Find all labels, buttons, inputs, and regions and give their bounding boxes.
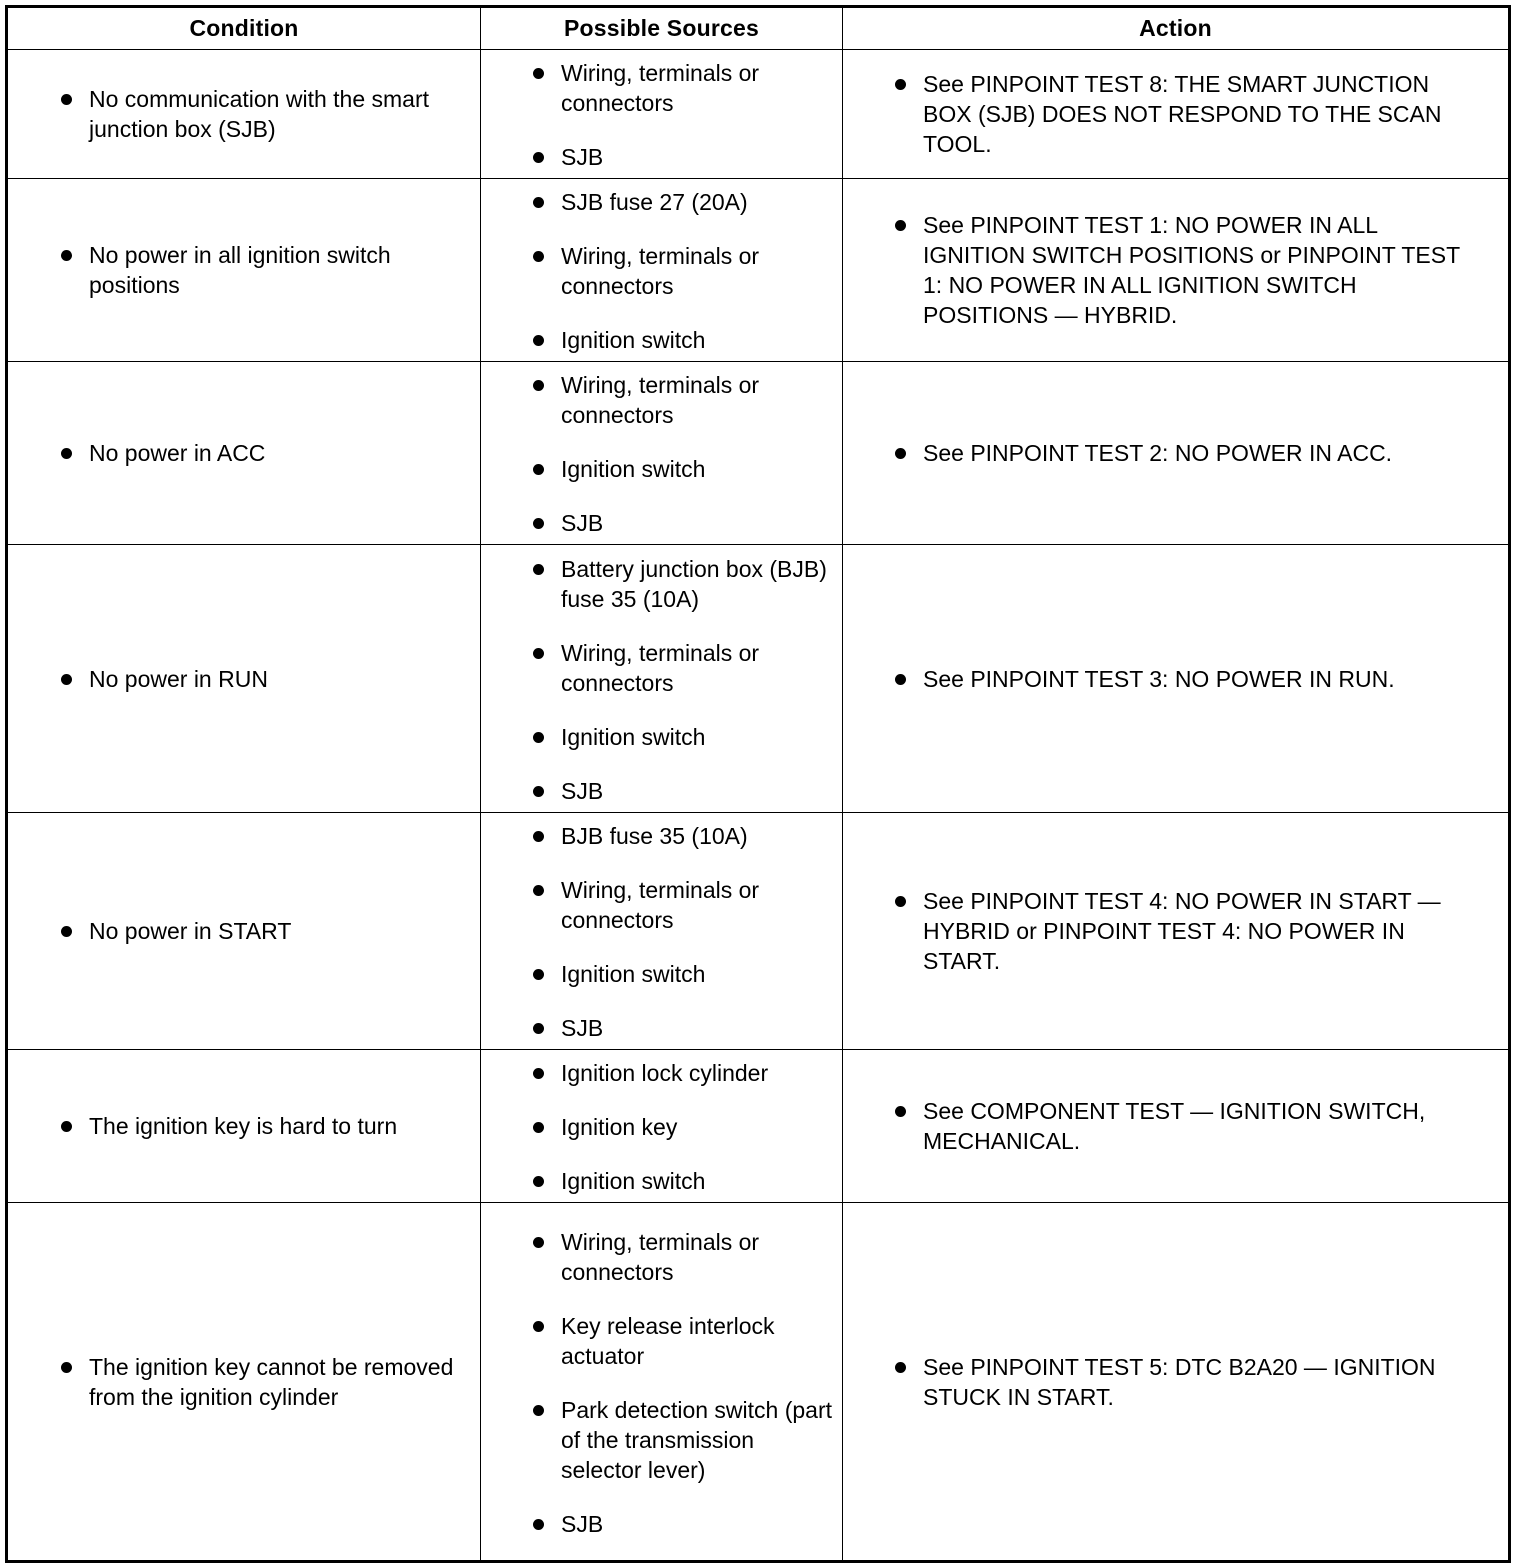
source-item: SJB bbox=[561, 142, 832, 172]
source-item: SJB bbox=[561, 776, 832, 806]
condition-text: No power in START bbox=[89, 916, 460, 946]
sources-cell bbox=[481, 545, 843, 813]
table-row bbox=[7, 179, 1510, 362]
condition-cell bbox=[7, 179, 481, 362]
source-item: SJB fuse 27 (20A) bbox=[561, 187, 832, 217]
source-item: Ignition switch bbox=[561, 722, 832, 752]
source-item: Ignition lock cylinder bbox=[561, 1058, 832, 1088]
header-row bbox=[7, 7, 1510, 50]
action-cell bbox=[843, 813, 1510, 1050]
condition-text: The ignition key is hard to turn bbox=[89, 1111, 460, 1141]
table-row bbox=[7, 545, 1510, 813]
action-cell bbox=[843, 545, 1510, 813]
sources-cell bbox=[481, 50, 843, 179]
source-item: Wiring, terminals or connectors bbox=[561, 638, 832, 698]
action-text: See COMPONENT TEST — IGNITION SWITCH, MECHANICAL. bbox=[923, 1096, 1478, 1156]
sources-cell bbox=[481, 813, 843, 1050]
source-item: Wiring, terminals or connectors bbox=[561, 241, 832, 301]
action-cell bbox=[843, 1050, 1510, 1203]
source-item: Park detection switch (part of the transmission selector lever) bbox=[561, 1396, 833, 1483]
condition-cell bbox=[7, 813, 481, 1050]
source-item: Ignition key bbox=[561, 1112, 832, 1142]
table-row bbox=[7, 1050, 1510, 1203]
condition-text: No communication with the smart junction box (SJB) bbox=[89, 84, 460, 144]
source-item: SJB bbox=[561, 1509, 832, 1539]
table-row bbox=[7, 813, 1510, 1050]
condition-text: No power in ACC bbox=[89, 438, 460, 468]
action-cell bbox=[843, 179, 1510, 362]
condition-cell bbox=[7, 362, 481, 545]
condition-text: No power in RUN bbox=[89, 664, 460, 694]
source-item: Battery junction box (BJB) fuse 35 (10A) bbox=[561, 554, 832, 614]
condition-cell bbox=[7, 50, 481, 179]
condition-cell bbox=[7, 1203, 481, 1562]
source-item: BJB fuse 35 (10A) bbox=[561, 821, 832, 851]
source-item: SJB bbox=[561, 1013, 832, 1043]
action-cell bbox=[843, 1203, 1510, 1562]
condition-cell bbox=[7, 545, 481, 813]
source-item: Ignition switch bbox=[561, 454, 832, 484]
condition-cell bbox=[7, 1050, 481, 1203]
source-item: SJB bbox=[561, 508, 832, 538]
sources-cell bbox=[481, 179, 843, 362]
source-item: Ignition switch bbox=[561, 325, 832, 355]
source-item: Ignition switch bbox=[561, 1166, 832, 1196]
action-text: See PINPOINT TEST 5: DTC B2A20 — IGNITION STUCK IN START. bbox=[923, 1352, 1478, 1412]
table-row bbox=[7, 1203, 1510, 1562]
table-row bbox=[7, 362, 1510, 545]
action-cell bbox=[843, 50, 1510, 179]
header-condition: Condition bbox=[7, 7, 481, 50]
source-item: Ignition switch bbox=[561, 959, 832, 989]
sources-cell bbox=[481, 1050, 843, 1203]
action-text: See PINPOINT TEST 1: NO POWER IN ALL IGNITION SWITCH POSITIONS or PINPOINT TEST 1: NO POWER IN ALL IGNITION SWITCH POSITIONS — HYBRID. bbox=[923, 210, 1478, 330]
action-text: See PINPOINT TEST 3: NO POWER IN RUN. bbox=[923, 664, 1478, 694]
action-cell bbox=[843, 362, 1510, 545]
sources-cell bbox=[481, 1203, 843, 1562]
symptom-chart-table bbox=[5, 5, 1511, 1563]
sources-cell bbox=[481, 362, 843, 545]
source-item: Key release interlock actuator bbox=[561, 1311, 832, 1371]
source-item: Wiring, terminals or connectors bbox=[561, 370, 832, 430]
action-text: See PINPOINT TEST 8: THE SMART JUNCTION BOX (SJB) DOES NOT RESPOND TO THE SCAN TOOL. bbox=[923, 69, 1478, 159]
condition-text: The ignition key cannot be removed from the ignition cylinder bbox=[89, 1352, 460, 1412]
source-item: Wiring, terminals or connectors bbox=[561, 875, 832, 935]
action-text: See PINPOINT TEST 2: NO POWER IN ACC. bbox=[923, 438, 1478, 468]
table-row bbox=[7, 50, 1510, 179]
condition-text: No power in all ignition switch positions bbox=[89, 240, 460, 300]
header-possible-sources: Possible Sources bbox=[481, 7, 843, 50]
header-action: Action bbox=[843, 7, 1510, 50]
source-item: Wiring, terminals or connectors bbox=[561, 58, 832, 118]
action-text: See PINPOINT TEST 4: NO POWER IN START — HYBRID or PINPOINT TEST 4: NO POWER IN START. bbox=[923, 886, 1478, 976]
source-item: Wiring, terminals or connectors bbox=[561, 1227, 832, 1287]
